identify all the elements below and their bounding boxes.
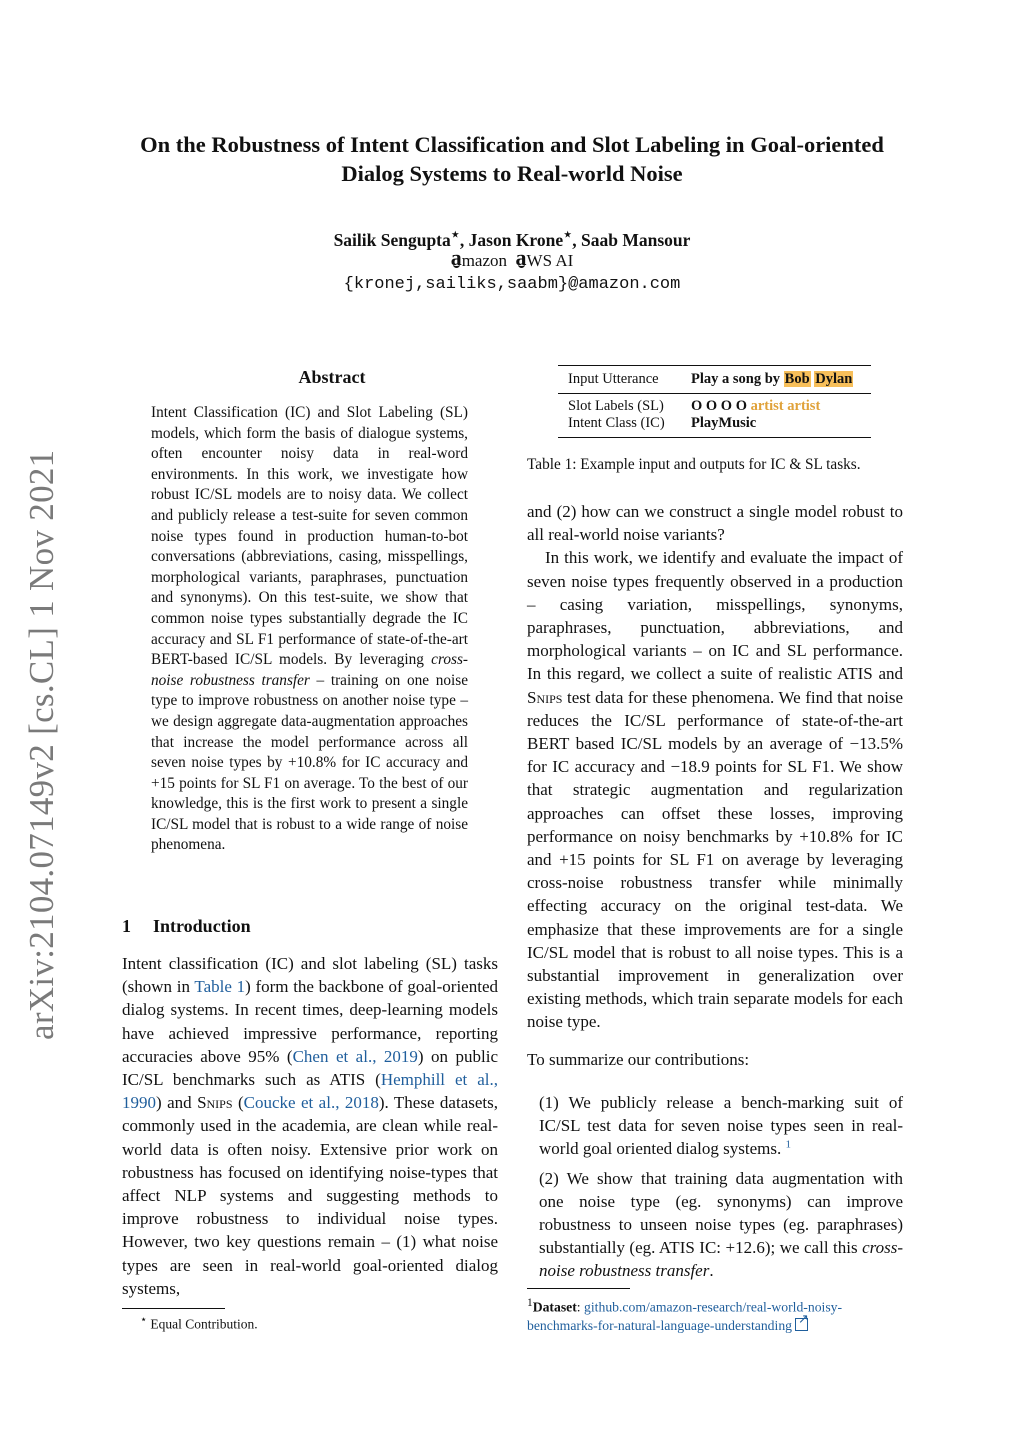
table-cell: Slot Labels (SL) <box>568 398 664 414</box>
equal-contribution-mark: ⋆ <box>450 227 460 243</box>
paragraph <box>527 546 903 1033</box>
section-title: Introduction <box>153 916 251 936</box>
aws-logo-icon: a <box>515 245 527 270</box>
example-table <box>558 365 871 438</box>
abstract-heading: Abstract <box>298 367 366 387</box>
paragraph-text: test data for these phenomena. We find that noise reduces the IC/SL performance of state-of-the-art BERT based IC/SL models by an average of −13.5% for IC accuracy and −18.9 points for SL F1. We show that strategic augmentation and regularization approaches can offset these losses, improving performance on noisy benchmarks by +10.8% for IC and +15 points for SL F1 on average by leveraging cross-noise robustness transfer while minimally effecting accuracy on the original test-data. We emphasize that these improvements are for a single IC/SL model that is robust to all noise types. This is a substantial improvement in generalization over existing methods, which train separate models for each noise type. <box>527 687 903 1032</box>
table-ref-link[interactable]: Table 1 <box>194 977 246 997</box>
paragraph: To summarize our contributions: <box>527 1049 750 1069</box>
footnote-dataset <box>527 1294 907 1335</box>
table-row <box>558 394 871 415</box>
footnote-text: Equal Contribution. <box>150 1316 258 1332</box>
table-row <box>558 415 871 437</box>
section-heading <box>122 916 251 937</box>
slot-labels-artist: artist artist <box>750 398 821 414</box>
external-link-icon[interactable] <box>795 1318 808 1331</box>
citation-link[interactable]: Coucke et al., 2018 <box>243 1093 379 1113</box>
intro-text: Intent classification (IC) and slot labeling (SL) tasks (shown in <box>122 954 498 997</box>
dataset-link[interactable]: github.com/amazon-research/real-world-noisy-benchmarks-for-natural-language-understanding <box>527 1299 843 1333</box>
affiliation <box>0 245 1024 271</box>
contribution-item <box>539 1091 903 1161</box>
citation-link[interactable]: Hemphill et al., 1990 <box>122 1070 498 1113</box>
amazon-logo-icon: a <box>450 245 462 270</box>
footnote-mark: ⋆ <box>140 1314 148 1326</box>
table-caption: Table 1: Example input and outputs for IC & SL tasks. <box>527 456 861 473</box>
affiliation-amazon: mazon <box>461 251 508 270</box>
table-cell: Input Utterance <box>568 371 659 387</box>
author-list: Sailik Sengupta⋆, Jason Krone⋆, Saab Mansour <box>333 227 691 250</box>
intro-text: ( <box>232 1093 244 1113</box>
paragraph: and (2) how can we construct a single model robust to all real-world noise variants? <box>527 502 903 545</box>
footnote-label: Dataset <box>532 1299 577 1315</box>
snips-name: Snips <box>197 1093 233 1113</box>
author-name: Saab Mansour <box>581 229 691 250</box>
utterance-text: Play a song by <box>691 371 784 387</box>
table-row <box>558 366 871 393</box>
right-column-text <box>527 500 903 1071</box>
author-emails: {kronej,sailiks,saabm}@amazon.com <box>343 275 681 294</box>
snips-name: Snips <box>527 687 563 707</box>
highlighted-token: Dylan <box>815 371 853 387</box>
highlighted-token: Bob <box>784 371 810 387</box>
intro-text: ) and <box>156 1093 198 1113</box>
paper-title: On the Robustness of Intent Classification and Slot Labeling in Goal-oriented Dialog Systems to Real-world Noise <box>140 132 884 186</box>
intro-text: ) on public IC/SL benchmarks such as ATIS ( <box>122 1046 499 1090</box>
footnote-ref-link[interactable]: 1 <box>785 1138 791 1151</box>
author-name: Jason Krone <box>468 229 564 250</box>
contributions-list <box>539 1091 903 1289</box>
contribution-text: (2) We show that training data augmentation with one noise type (eg. synonyms) can improve robustness to unseen noise types (eg. paraphrases) substantially (eg. ATIS IC: +12.6); we call this <box>539 1168 903 1258</box>
table-cell <box>691 371 853 388</box>
footnote-mark: 1 <box>527 1297 533 1309</box>
footnote-divider <box>527 1288 630 1289</box>
table-cell <box>691 398 820 415</box>
affiliation-aws: WS AI <box>526 251 574 270</box>
contribution-emphasis: cross-noise robustness transfer <box>539 1238 903 1281</box>
abstract-text: – training on one noise type to improve robustness on another noise type – we design aggregate data-augmentation approaches that increase the model performance across all seven noise types by +10.8% for IC accuracy and +15 points for SL F1 on average. To the best of our knowledge, this is the first work to present a single IC/SL model that is robust to a wide range of noise phenomena. <box>151 671 468 854</box>
table-cell: PlayMusic <box>691 415 757 431</box>
intro-text: ) form the backbone of goal-oriented dialog systems. In recent times, deep-learning models have achieved impressive performance, reporting accuracies above 95% ( <box>122 977 498 1066</box>
section-number: 1 <box>122 916 131 936</box>
contribution-text: (1) We publicly release a bench-marking suit of IC/SL test data for seven noise types seen in real-world goal oriented dialog systems. <box>539 1093 903 1159</box>
intro-text: ). These datasets, commonly used in the academia, are clean while real-world data is often noisy. Extensive prior work on robustness has focused on identifying noise-types that affect NLP systems and suggesting methods to improve robustness to individual noise types. However, two key questions remain – (1) what noise types are seen in real-world goal-oriented dialog systems, <box>122 1093 498 1298</box>
contribution-item <box>539 1167 903 1283</box>
footnote-equal-contribution <box>140 1313 258 1333</box>
introduction-paragraph <box>122 952 498 1300</box>
footnote-colon: : <box>576 1299 585 1315</box>
author-name: Sailik Sengupta <box>333 229 451 250</box>
slot-labels: O O O O <box>691 398 751 414</box>
abstract-body <box>151 403 468 856</box>
footnote-divider <box>122 1308 225 1309</box>
citation-link[interactable]: Chen et al., 2019 <box>292 1046 418 1066</box>
contribution-text: . <box>709 1261 714 1281</box>
table-cell: Intent Class (IC) <box>568 415 665 431</box>
equal-contribution-mark: ⋆ <box>563 227 573 243</box>
arxiv-stamp: arXiv:2104.07149v2 [cs.CL] 1 Nov 2021 <box>22 449 61 1040</box>
abstract-emphasis: cross-noise robustness transfer <box>151 651 468 689</box>
paragraph-text: In this work, we identify and evaluate the impact of seven noise types frequently observed in a production – casing variation, misspellings, synonyms, paraphrases, punctuation, abbreviations, and morphological variants – on IC and SL performance. In this regard, we collect a suite of realistic ATIS and <box>527 548 903 684</box>
table-rule <box>558 437 871 438</box>
abstract-text: Intent Classification (IC) and Slot Labeling (SL) models, which form the basis of dialogue systems, often encounter noisy data in real-word environments. In this work, we investigate how robust IC/SL models are to noisy data. We collect and publicly release a test-suite for seven common noise types found in production human-to-bot conversations (abbreviations, casing, misspellings, morphological variants, paraphrases, punctuation and synonyms). On this test-suite, we show that common noise types substantially degrade the IC accuracy and SL F1 performance of state-of-the-art BERT-based IC/SL models. By leveraging <box>151 404 468 669</box>
